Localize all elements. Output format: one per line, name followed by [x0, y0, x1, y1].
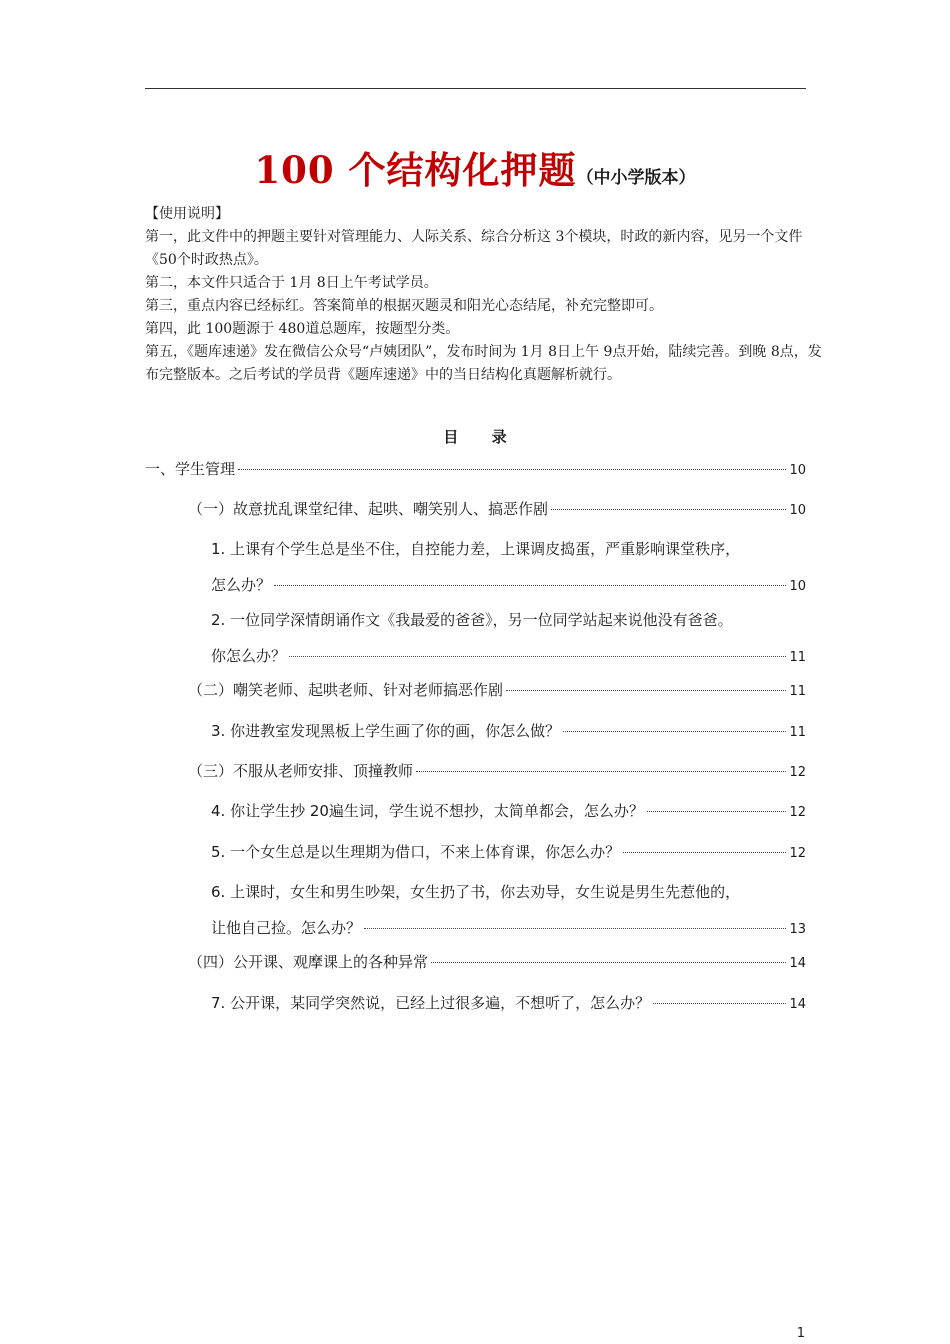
title-main: 100 个结构化押题	[254, 148, 577, 192]
toc-entry[interactable]	[188, 498, 806, 519]
toc-leader-dots	[647, 811, 787, 812]
header-rule	[145, 88, 806, 89]
toc-entry-first-line[interactable]: 6. 上课时，女生和男生吵架，女生扔了书，你去劝导，女生说是男生先惹他的，	[211, 883, 741, 901]
toc-entry[interactable]	[188, 760, 806, 781]
instruction-paragraph: 第一，此文件中的押题主要针对管理能力、人际关系、综合分析这 3个模块，时政的新内容，见另一个文件《50个时政热点》。	[145, 229, 803, 268]
toc-entry-first-line[interactable]: 1. 上课有个学生总是坐不住，自控能力差，上课调皮捣蛋，严重影响课堂秩序，	[211, 540, 741, 558]
toc-page-number: 13	[789, 922, 806, 937]
toc-entry-label: 你怎么办？	[211, 647, 287, 665]
toc-entry-label: 3. 你进教室发现黑板上学生画了你的画，你怎么做？	[211, 722, 561, 740]
toc-page-number: 14	[789, 997, 806, 1012]
toc-entry[interactable]	[211, 645, 806, 666]
toc-entry[interactable]	[188, 679, 806, 700]
toc-entry[interactable]	[211, 800, 806, 821]
toc-entry[interactable]	[211, 574, 806, 595]
toc-leader-dots	[506, 690, 786, 691]
toc-leader-dots	[416, 771, 786, 772]
toc-entry[interactable]	[211, 992, 806, 1013]
instruction-paragraph: 第五，《题库速递》发在微信公众号“卢姨团队”，发布时间为 1月 8日上午 9点开始，陆续完善。到晚 8点，发布完整版本。之后考试的学员背《题库速递》中的当日结构化真题解析就行。	[145, 344, 822, 383]
toc-entry-label: 让他自己捡。怎么办？	[211, 919, 362, 937]
toc-page-number: 11	[789, 725, 806, 740]
toc-page-number: 10	[789, 503, 806, 518]
document-title	[0, 140, 950, 194]
toc-entry-label: 一、学生管理	[145, 460, 236, 478]
toc-heading: 目 录	[443, 428, 507, 446]
toc-page-number: 14	[789, 956, 806, 971]
toc-leader-dots	[364, 928, 786, 929]
toc-entry-label: 4. 你让学生抄 20遍生词，学生说不想抄，太简单都会，怎么办？	[211, 802, 644, 820]
toc-entry-label: 怎么办？	[211, 576, 272, 594]
toc-entry[interactable]	[211, 841, 806, 862]
toc-page-number: 11	[789, 650, 806, 665]
toc-entry-label: 7. 公开课，某同学突然说，已经上过很多遍，不想听了，怎么办？	[211, 994, 651, 1012]
toc-entry-label: （四）公开课、观摩课上的各种异常	[188, 953, 429, 971]
toc-entry[interactable]	[211, 917, 806, 938]
toc-entry[interactable]	[188, 951, 806, 972]
instruction-paragraph: 第二，本文件只适合于 1月 8日上午考试学员。	[145, 275, 438, 291]
toc-leader-dots	[431, 962, 786, 963]
toc-leader-dots	[289, 656, 786, 657]
toc-leader-dots	[274, 585, 786, 586]
toc-leader-dots	[551, 509, 786, 510]
toc-entry-label: （三）不服从老师安排、顶撞教师	[188, 762, 414, 780]
toc-leader-dots	[563, 731, 786, 732]
instruction-paragraph: 第四，此 100题源于 480道总题库，按题型分类。	[145, 321, 460, 337]
toc-page-number: 11	[789, 684, 806, 699]
instruction-paragraph: 第三，重点内容已经标红。答案简单的根据灭题灵和阳光心态结尾，补充完整即可。	[145, 298, 663, 314]
toc-leader-dots	[653, 1003, 786, 1004]
toc-page-number: 12	[789, 765, 806, 780]
instructions-heading: 【使用说明】	[145, 206, 229, 222]
toc-entry-first-line[interactable]: 2. 一位同学深情朗诵作文《我最爱的爸爸》，另一位同学站起来说他没有爸爸。	[211, 611, 733, 629]
toc-leader-dots	[623, 852, 786, 853]
toc-entry[interactable]	[211, 720, 806, 741]
title-subtitle: （中小学版本）	[576, 168, 696, 188]
toc-entry-label: 5. 一个女生总是以生理期为借口，不来上体育课，你怎么办？	[211, 843, 621, 861]
toc-page-number: 12	[789, 846, 806, 861]
toc-entry-label: （二）嘲笑老师、起哄老师、针对老师搞恶作剧	[188, 681, 504, 699]
toc-entry[interactable]	[145, 458, 806, 479]
instructions-section	[145, 203, 830, 387]
toc-leader-dots	[238, 469, 786, 470]
toc-page-number: 10	[789, 579, 806, 594]
toc-entry-label: （一）故意扰乱课堂纪律、起哄、嘲笑别人、搞恶作剧	[188, 500, 549, 518]
page-number: 1	[796, 1326, 805, 1341]
toc-page-number: 10	[789, 463, 806, 478]
toc-page-number: 12	[789, 805, 806, 820]
